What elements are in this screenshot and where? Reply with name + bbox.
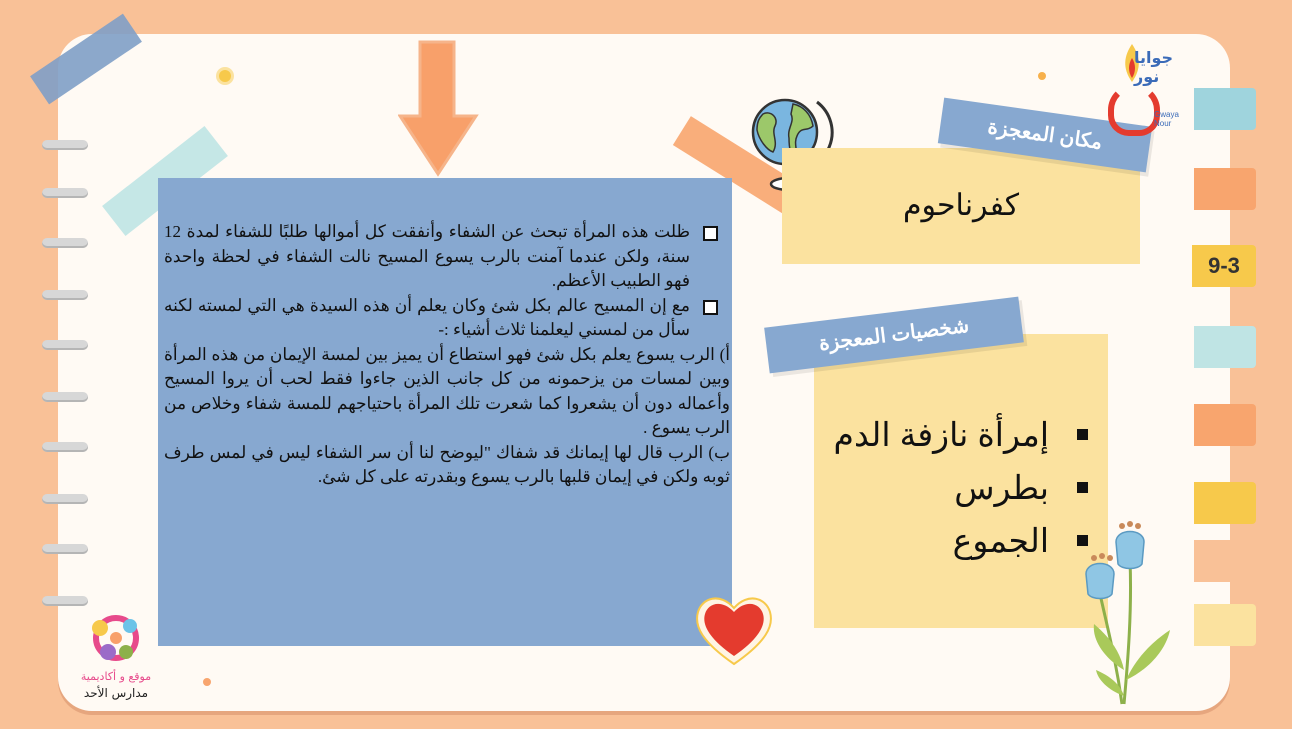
side-tab[interactable] (1194, 404, 1256, 446)
place-banner: مكان المعجزة (938, 98, 1152, 173)
binder-ring (42, 340, 88, 350)
down-arrow-icon (398, 38, 480, 178)
characters-list (820, 408, 1100, 567)
side-tab[interactable] (1194, 168, 1256, 210)
checkbox-bullet-icon (703, 300, 718, 315)
binder-ring (42, 188, 88, 198)
academy-logo (66, 612, 166, 704)
side-tab[interactable] (1194, 482, 1256, 524)
academy-line1: موقع و أكاديمية (80, 670, 152, 683)
binder-ring (42, 596, 88, 606)
lesson-badge: 9-3 (1192, 245, 1256, 287)
list-item: إمرأة نازفة الدم (820, 408, 1100, 461)
side-tab[interactable] (1194, 326, 1256, 368)
side-tab[interactable] (1194, 540, 1256, 582)
academy-line2: مدارس الأحد (83, 686, 149, 700)
dot-icon (1038, 72, 1046, 80)
square-bullet-icon (1077, 482, 1088, 493)
logo-arabic: جوايا نور (1134, 48, 1174, 86)
binder-ring (42, 238, 88, 248)
place-value: كفرناحوم (902, 189, 1020, 222)
flower-dot-icon (219, 70, 231, 82)
binder-ring (42, 392, 88, 402)
binder-ring (42, 544, 88, 554)
characters-banner: شخصيات المعجزة (764, 297, 1024, 374)
flowers-icon (1078, 520, 1188, 710)
paragraph-a: أ) الرب يسوع يعلم بكل شئ فهو استطاع أن يميز بين لمسة الإيمان من هذه المرأة وبين لمسات من يزحمونه من كل جانب الذين جاءوا فقط لحب أن يروا المسيح وأعماله دون أن يشعروا كما شعرت تلك المرأة باحتياجهم للمسة شفاء وخلاص من الرب يسوع . (164, 344, 730, 437)
binder-ring (42, 494, 88, 504)
binder-ring (42, 140, 88, 150)
list-item: بطرس (820, 461, 1100, 514)
gwaya-nour-logo (1104, 42, 1186, 132)
checkbox-bullet-icon (703, 226, 718, 241)
binder-ring (42, 290, 88, 300)
bullet-point: ظلت هذه المرأة تبحث عن الشفاء وأنفقت كل أموالها طلبًا للشفاء لمدة 12 سنة، ولكن عندما آمنت بالرب يسوع المسيح نالت الشفاء في لحظة واحدة فهو الطبيب الأعظم. (164, 220, 730, 294)
bullet-point: مع إن المسيح عالم بكل شئ وكان يعلم أن هذه السيدة هي التي لمسته لكنه سأل من لمسني ليعلمنا ثلاث أشياء :- (164, 294, 730, 343)
academy-mark-icon (86, 612, 146, 668)
dot-icon (203, 678, 211, 686)
explanation-text (164, 220, 730, 490)
side-tab[interactable] (1194, 88, 1256, 130)
paragraph-b: ب) الرب قال لها إيمانك قد شفاك "ليوضح لنا أن سر الشفاء ليس في لمس طرف ثوبه ولكن في إيمان قلبها بالرب يسوع وبقدرته على كل شئ. (164, 442, 730, 486)
side-tab[interactable] (1194, 604, 1256, 646)
logo-mark (1108, 84, 1160, 136)
logo-latin: Gwaya Nour (1154, 110, 1179, 128)
binder-ring (42, 442, 88, 452)
heart-icon (692, 592, 776, 668)
square-bullet-icon (1077, 429, 1088, 440)
list-item: الجموع (820, 514, 1100, 567)
